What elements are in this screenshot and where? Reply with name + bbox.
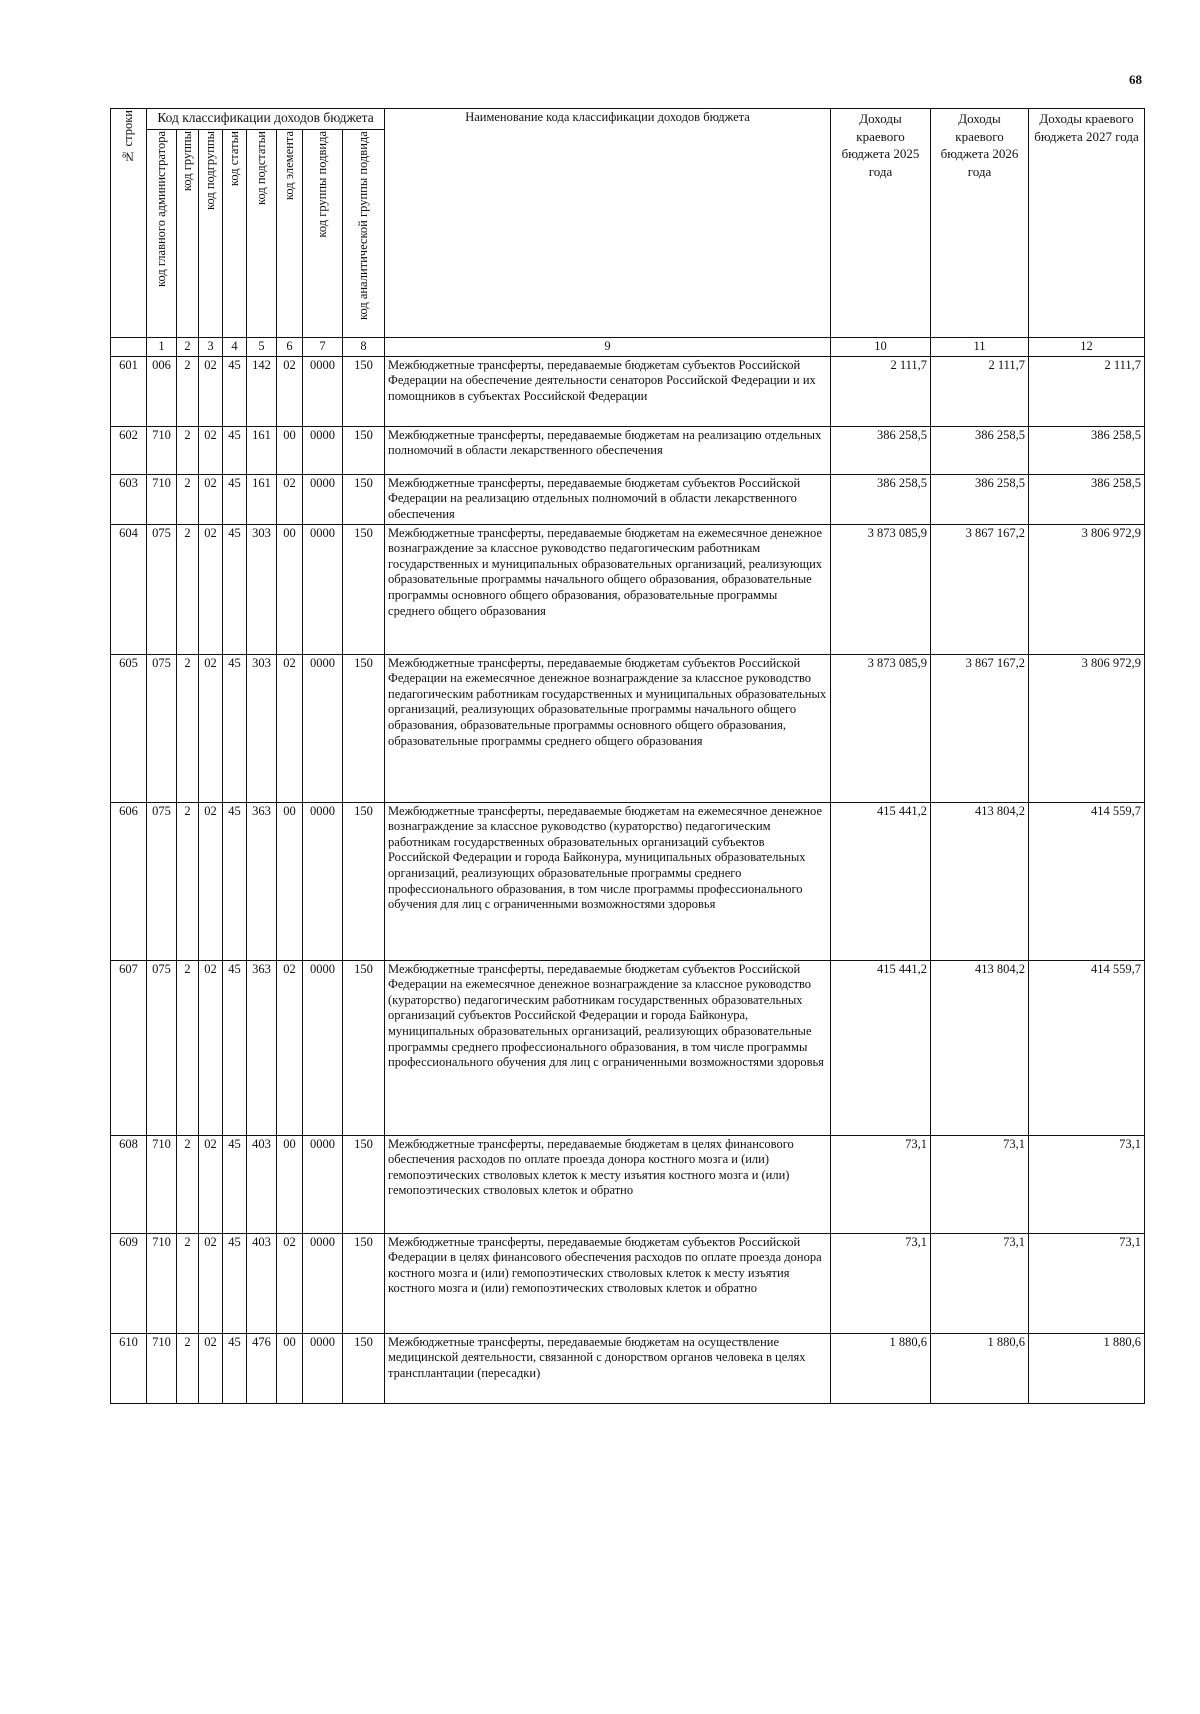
article-code-cell: 45 xyxy=(223,1135,247,1233)
revenue-2027-cell: 414 559,7 xyxy=(1029,802,1145,960)
revenue-2027-cell: 73,1 xyxy=(1029,1233,1145,1333)
analytic-code-cell: 150 xyxy=(343,426,385,474)
subgroup-code-cell: 02 xyxy=(199,1135,223,1233)
revenue-name-cell: Межбюджетные трансферты, передаваемые бюджетам на осуществление медицинской деятельности, связанной с донорством органов человека в целях трансплантации (пересадки) xyxy=(385,1333,831,1403)
revenue-2027-cell: 386 258,5 xyxy=(1029,426,1145,474)
column-number: 2 xyxy=(177,338,199,357)
row-number-cell: 601 xyxy=(111,356,147,426)
group-code-cell: 2 xyxy=(177,960,199,1135)
revenue-2025-cell: 415 441,2 xyxy=(831,802,931,960)
revenue-2027-cell: 2 111,7 xyxy=(1029,356,1145,426)
subarticle-code-cell: 476 xyxy=(247,1333,277,1403)
admin-code-cell: 710 xyxy=(147,426,177,474)
revenue-2027-cell: 386 258,5 xyxy=(1029,474,1145,524)
revenue-2027-cell: 3 806 972,9 xyxy=(1029,654,1145,802)
revenue-2026-cell: 386 258,5 xyxy=(931,474,1029,524)
admin-code-cell: 075 xyxy=(147,524,177,654)
article-code-cell: 45 xyxy=(223,960,247,1135)
admin-code-cell: 075 xyxy=(147,960,177,1135)
element-code-cell: 00 xyxy=(277,1135,303,1233)
header-article: код статьи xyxy=(223,130,247,338)
column-number: 1 xyxy=(147,338,177,357)
revenue-name-cell: Межбюджетные трансферты, передаваемые бюджетам на реализацию отдельных полномочий в области лекарственного обеспечения xyxy=(385,426,831,474)
subgroup-code-cell: 02 xyxy=(199,960,223,1135)
header-2027: Доходы краевого бюджета 2027 года xyxy=(1029,109,1145,338)
header-admin: код главного администратора xyxy=(147,130,177,338)
subarticle-code-cell: 161 xyxy=(247,426,277,474)
revenue-2025-cell: 2 111,7 xyxy=(831,356,931,426)
subarticle-code-cell: 363 xyxy=(247,960,277,1135)
element-code-cell: 02 xyxy=(277,654,303,802)
revenue-2026-cell: 386 258,5 xyxy=(931,426,1029,474)
table-row xyxy=(111,1333,1145,1403)
subarticle-code-cell: 161 xyxy=(247,474,277,524)
group-code-cell: 2 xyxy=(177,1233,199,1333)
subtype-code-cell: 0000 xyxy=(303,1233,343,1333)
group-code-cell: 2 xyxy=(177,1135,199,1233)
subarticle-code-cell: 363 xyxy=(247,802,277,960)
header-subgroup: код подгруппы xyxy=(199,130,223,338)
header-row-number: № строки xyxy=(111,109,147,338)
column-number: 11 xyxy=(931,338,1029,357)
subtype-code-cell: 0000 xyxy=(303,1135,343,1233)
element-code-cell: 00 xyxy=(277,524,303,654)
admin-code-cell: 710 xyxy=(147,474,177,524)
subarticle-code-cell: 142 xyxy=(247,356,277,426)
article-code-cell: 45 xyxy=(223,654,247,802)
article-code-cell: 45 xyxy=(223,1333,247,1403)
article-code-cell: 45 xyxy=(223,524,247,654)
analytic-code-cell: 150 xyxy=(343,802,385,960)
revenue-2025-cell: 73,1 xyxy=(831,1135,931,1233)
revenue-2026-cell: 1 880,6 xyxy=(931,1333,1029,1403)
analytic-code-cell: 150 xyxy=(343,474,385,524)
page-number: 68 xyxy=(1129,72,1142,87)
revenue-2025-cell: 3 873 085,9 xyxy=(831,524,931,654)
column-number-row xyxy=(111,338,1145,357)
header-subarticle: код подстатьи xyxy=(247,130,277,338)
group-code-cell: 2 xyxy=(177,426,199,474)
element-code-cell: 02 xyxy=(277,960,303,1135)
subarticle-code-cell: 303 xyxy=(247,654,277,802)
article-code-cell: 45 xyxy=(223,474,247,524)
table-row xyxy=(111,802,1145,960)
revenue-2027-cell: 3 806 972,9 xyxy=(1029,524,1145,654)
revenue-2025-cell: 3 873 085,9 xyxy=(831,654,931,802)
analytic-code-cell: 150 xyxy=(343,960,385,1135)
revenue-2027-cell: 1 880,6 xyxy=(1029,1333,1145,1403)
analytic-code-cell: 150 xyxy=(343,1233,385,1333)
row-number-cell: 604 xyxy=(111,524,147,654)
article-code-cell: 45 xyxy=(223,356,247,426)
header-element: код элемента xyxy=(277,130,303,338)
revenue-2026-cell: 2 111,7 xyxy=(931,356,1029,426)
group-code-cell: 2 xyxy=(177,802,199,960)
subarticle-code-cell: 403 xyxy=(247,1135,277,1233)
header-analytic: код аналитической группы подвида xyxy=(343,130,385,338)
subgroup-code-cell: 02 xyxy=(199,1233,223,1333)
column-number: 10 xyxy=(831,338,931,357)
analytic-code-cell: 150 xyxy=(343,654,385,802)
column-number: 12 xyxy=(1029,338,1145,357)
analytic-code-cell: 150 xyxy=(343,524,385,654)
subtype-code-cell: 0000 xyxy=(303,802,343,960)
column-number: 8 xyxy=(343,338,385,357)
revenue-2026-cell: 413 804,2 xyxy=(931,960,1029,1135)
revenue-2026-cell: 73,1 xyxy=(931,1135,1029,1233)
subgroup-code-cell: 02 xyxy=(199,802,223,960)
subgroup-code-cell: 02 xyxy=(199,474,223,524)
subtype-code-cell: 0000 xyxy=(303,524,343,654)
row-number-cell: 610 xyxy=(111,1333,147,1403)
revenue-name-cell: Межбюджетные трансферты, передаваемые бюджетам в целях финансового обеспечения расходов по оплате проезда донора костного мозга и (или) гемопоэтических стволовых клеток к месту изъятия костного мозга и (или) гемопоэтических стволовых клеток и обратно xyxy=(385,1135,831,1233)
subarticle-code-cell: 303 xyxy=(247,524,277,654)
revenue-name-cell: Межбюджетные трансферты, передаваемые бюджетам субъектов Российской Федерации на ежемесячное денежное вознаграждение за классное руководство (кураторство) педагогическим работникам государственных образовательных организаций субъектов Российской Федерации и города Байконура, муниципальных образовательных организаций, реализующих образовательные программы среднего профессионального образования, в том числе программы профессионального обучения для лиц с ограниченными возможностями здоровья xyxy=(385,960,831,1135)
element-code-cell: 00 xyxy=(277,1333,303,1403)
row-number-cell: 609 xyxy=(111,1233,147,1333)
header-2026: Доходы краевого бюджета 2026 года xyxy=(931,109,1029,338)
analytic-code-cell: 150 xyxy=(343,1135,385,1233)
revenue-name-cell: Межбюджетные трансферты, передаваемые бюджетам субъектов Российской Федерации на обеспечение деятельности сенаторов Российской Федерации и их помощников в субъектах Российской Федерации xyxy=(385,356,831,426)
group-code-cell: 2 xyxy=(177,654,199,802)
column-number: 7 xyxy=(303,338,343,357)
revenue-2025-cell: 1 880,6 xyxy=(831,1333,931,1403)
column-number: 9 xyxy=(385,338,831,357)
revenue-2025-cell: 386 258,5 xyxy=(831,474,931,524)
revenue-2027-cell: 414 559,7 xyxy=(1029,960,1145,1135)
column-number: 4 xyxy=(223,338,247,357)
header-group: код группы xyxy=(177,130,199,338)
table-row xyxy=(111,474,1145,524)
analytic-code-cell: 150 xyxy=(343,1333,385,1403)
row-number-cell: 608 xyxy=(111,1135,147,1233)
table-row xyxy=(111,1233,1145,1333)
subtype-code-cell: 0000 xyxy=(303,960,343,1135)
element-code-cell: 02 xyxy=(277,356,303,426)
revenue-name-cell: Межбюджетные трансферты, передаваемые бюджетам субъектов Российской Федерации в целях финансового обеспечения расходов по оплате проезда донора костного мозга и (или) гемопоэтических стволовых клеток к месту изъятия костного мозга и (или) гемопоэтических стволовых клеток и обратно xyxy=(385,1233,831,1333)
table-row xyxy=(111,356,1145,426)
subtype-code-cell: 0000 xyxy=(303,426,343,474)
element-code-cell: 02 xyxy=(277,1233,303,1333)
subtype-code-cell: 0000 xyxy=(303,1333,343,1403)
subtype-code-cell: 0000 xyxy=(303,474,343,524)
admin-code-cell: 075 xyxy=(147,654,177,802)
revenue-name-cell: Межбюджетные трансферты, передаваемые бюджетам субъектов Российской Федерации на ежемесячное денежное вознаграждение за классное руководство педагогическим работникам государственных и муниципальных образовательных организаций, реализующих образовательные программы начального общего образования, образовательные программы основного общего образования, образовательные программы среднего общего образования xyxy=(385,654,831,802)
subgroup-code-cell: 02 xyxy=(199,654,223,802)
column-number: 6 xyxy=(277,338,303,357)
group-code-cell: 2 xyxy=(177,1333,199,1403)
element-code-cell: 00 xyxy=(277,802,303,960)
analytic-code-cell: 150 xyxy=(343,356,385,426)
column-number: 3 xyxy=(199,338,223,357)
admin-code-cell: 710 xyxy=(147,1135,177,1233)
subtype-code-cell: 0000 xyxy=(303,356,343,426)
table-row xyxy=(111,1135,1145,1233)
header-name: Наименование кода классификации доходов бюджета xyxy=(385,109,831,338)
article-code-cell: 45 xyxy=(223,426,247,474)
article-code-cell: 45 xyxy=(223,1233,247,1333)
admin-code-cell: 710 xyxy=(147,1333,177,1403)
group-code-cell: 2 xyxy=(177,524,199,654)
row-number-cell: 606 xyxy=(111,802,147,960)
table-row xyxy=(111,654,1145,802)
revenue-2025-cell: 73,1 xyxy=(831,1233,931,1333)
revenue-name-cell: Межбюджетные трансферты, передаваемые бюджетам на ежемесячное денежное вознаграждение за классное руководство (кураторство) педагогическим работникам государственных образовательных организаций субъектов Российской Федерации и города Байконура, муниципальных образовательных организаций, реализующих образовательные программы среднего профессионального образования, в том числе программы профессионального обучения для лиц с ограниченными возможностями здоровья xyxy=(385,802,831,960)
element-code-cell: 02 xyxy=(277,474,303,524)
revenue-2027-cell: 73,1 xyxy=(1029,1135,1145,1233)
column-number: 5 xyxy=(247,338,277,357)
revenue-2025-cell: 386 258,5 xyxy=(831,426,931,474)
admin-code-cell: 006 xyxy=(147,356,177,426)
subtype-code-cell: 0000 xyxy=(303,654,343,802)
revenue-name-cell: Межбюджетные трансферты, передаваемые бюджетам на ежемесячное денежное вознаграждение за классное руководство педагогическим работникам государственных и муниципальных образовательных организаций, реализующих образовательные программы начального общего образования, образовательные программы основного общего образования, образовательные программы среднего общего образования xyxy=(385,524,831,654)
subgroup-code-cell: 02 xyxy=(199,426,223,474)
row-number-cell: 607 xyxy=(111,960,147,1135)
group-code-cell: 2 xyxy=(177,356,199,426)
table-row xyxy=(111,960,1145,1135)
header-code-group: Код классификации доходов бюджета xyxy=(147,109,385,130)
table-row xyxy=(111,524,1145,654)
article-code-cell: 45 xyxy=(223,802,247,960)
subarticle-code-cell: 403 xyxy=(247,1233,277,1333)
revenue-2026-cell: 413 804,2 xyxy=(931,802,1029,960)
revenue-2026-cell: 3 867 167,2 xyxy=(931,524,1029,654)
revenue-2026-cell: 3 867 167,2 xyxy=(931,654,1029,802)
budget-revenue-table xyxy=(110,108,1145,1404)
element-code-cell: 00 xyxy=(277,426,303,474)
admin-code-cell: 710 xyxy=(147,1233,177,1333)
admin-code-cell: 075 xyxy=(147,802,177,960)
row-number-cell: 605 xyxy=(111,654,147,802)
row-number-cell: 603 xyxy=(111,474,147,524)
row-number-cell: 602 xyxy=(111,426,147,474)
revenue-2026-cell: 73,1 xyxy=(931,1233,1029,1333)
subgroup-code-cell: 02 xyxy=(199,356,223,426)
revenue-2025-cell: 415 441,2 xyxy=(831,960,931,1135)
subgroup-code-cell: 02 xyxy=(199,1333,223,1403)
table-row xyxy=(111,426,1145,474)
header-2025: Доходы краевого бюджета 2025 года xyxy=(831,109,931,338)
group-code-cell: 2 xyxy=(177,474,199,524)
column-number xyxy=(111,338,147,357)
revenue-name-cell: Межбюджетные трансферты, передаваемые бюджетам субъектов Российской Федерации на реализацию отдельных полномочий в области лекарственного обеспечения xyxy=(385,474,831,524)
header-subtype: код группы подвида xyxy=(303,130,343,338)
subgroup-code-cell: 02 xyxy=(199,524,223,654)
